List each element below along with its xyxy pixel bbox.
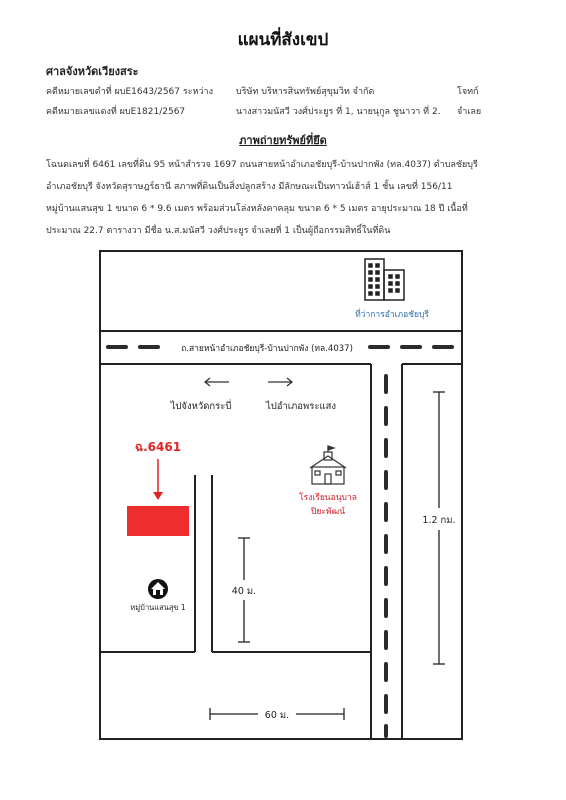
direction-left-label: ไปจังหวัดกระบี่ [170,401,232,412]
school-icon [310,446,346,484]
school-label-line2: ปิยะพัฒน์ [310,507,346,517]
plaintiff-name: บริษัท บริหารสินทรัพย์สุขุมวิท จำกัด [236,87,375,97]
map-frame [100,251,462,739]
parcel-arrowhead-icon [153,492,163,500]
building-icon [365,259,404,300]
section-title: ภาพถ่ายทรัพย์ที่ยึด [239,134,327,147]
defendant-names: นางสาวมนัสวี วงศ์ประยูร ที่ 1, นายนุกูล ชูนาวา ที่ 2. [236,107,441,117]
description-line: ประมาณ 22.7 ตารางวา มีชื่อ น.ส.มนัสวี วงศ์ประยูร จำเลยที่ 1 เป็นผู้ถือกรรมสิทธิ์ในที่ดิน [46,226,391,236]
description-line: อำเภอชัยบุรี จังหวัดสุราษฎร์ธานี สภาพที่ดินเป็นสิ่งปลูกสร้าง มีลักษณะเป็นทาวน์เฮ้าส์ 1 ชั้น เลขที่ 156/11 [46,182,453,192]
dimension-60m-label: 60 ม. [264,710,290,721]
direction-right-label: ไปอำเภอพระแสง [265,401,337,412]
parcel-marker [127,506,189,536]
page-title: แผนที่สังเขป [237,30,329,50]
village-label: หมู่บ้านแสนสุข 1 [130,603,186,612]
arrow-left-icon [205,378,229,386]
red-case-number: คดีหมายเลขแดงที่ ผบE1821/2567 [46,107,186,117]
black-case-number: คดีหมายเลขดำที่ ผบE1643/2567 ระหว่าง [46,87,213,97]
arrow-right-icon [268,378,292,386]
dimension-1-2km-label: 1.2 กม. [422,515,456,526]
description-line: หมู่บ้านแสนสุข 1 ขนาด 6 * 9.6 เมตร พร้อมส่วนโล่งหลังคาคลุม ขนาด 6 * 5 เมตร อายุประมาณ 18 ปี เนื้อที่ [46,204,468,214]
main-road-label: ถ.สายหน้าอำเภอชัยบุรี-บ้านปากพัง (ทล.4037) [181,344,353,354]
description-line: โฉนดเลขที่ 6461 เลขที่ดิน 95 หน้าสำรวจ 1697 ถนนสายหน้าอำเภอชัยบุรี-บ้านปากพัง (ทล.4037) ตำบลชัยบุรี [46,160,478,170]
district-office-label: ที่ว่าการอำเภอชัยบุรี [355,310,429,320]
court-name: ศาลจังหวัดเวียงสระ [46,65,139,78]
dimension-1-2km [433,392,445,664]
parcel-label: ฉ.6461 [134,440,182,454]
dimension-40m-label: 40 ม. [231,586,257,597]
school-label-line1: โรงเรียนอนุบาล [299,493,357,503]
defendant-role: จำเลย [457,107,482,117]
home-icon [148,579,168,599]
plaintiff-role: โจทก์ [457,87,479,97]
